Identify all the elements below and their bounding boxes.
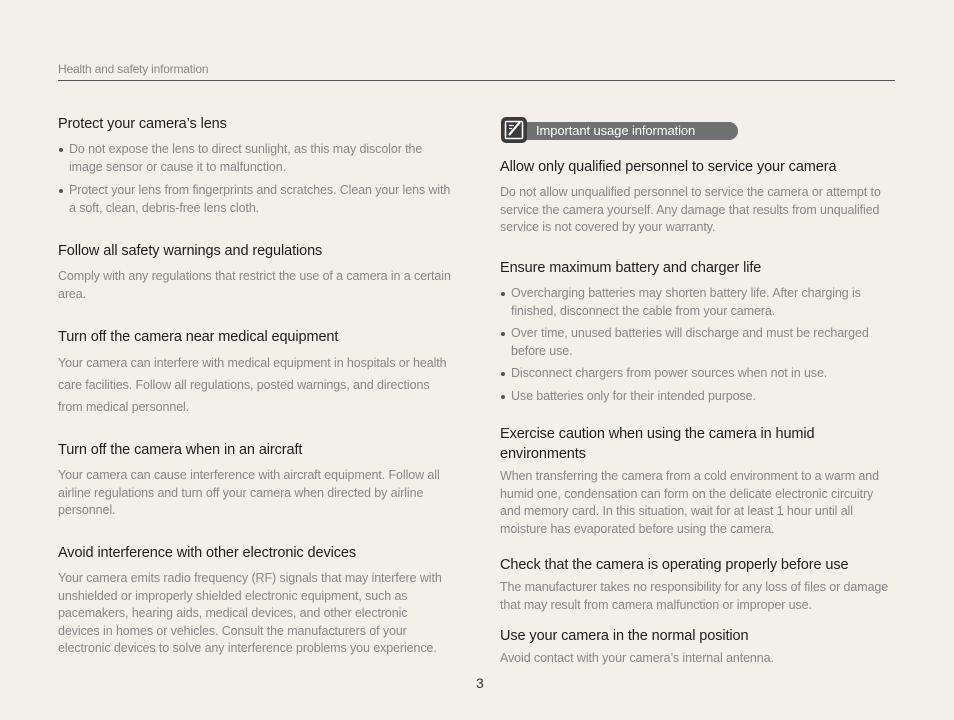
section-title: Check that the camera is operating properly before use <box>500 557 849 573</box>
section-safety-warnings <box>58 241 452 303</box>
list-item: Disconnect chargers from power sources when not in use. <box>500 365 896 383</box>
section-title: Use your camera in the normal position <box>500 628 749 644</box>
important-usage-badge <box>500 117 740 145</box>
section-title: Avoid interference with other electronic devices <box>58 545 356 561</box>
section-body: When transferring the camera from a cold environment to a warm and humid one, condensation can form on the delicate electronic circuitry and memory card. In this situation, wait for at least 1 hour until all moisture has evaporated before using the camera. <box>500 469 879 536</box>
section-body: Do not allow unqualified personnel to service the camera or attempt to service the camera yourself. Any damage that results from unqualified service is not covered by your warranty. <box>500 185 881 235</box>
section-title: Protect your camera’s lens <box>58 116 227 132</box>
section-title: Exercise caution when using the camera in humid environments <box>500 426 815 462</box>
section-normal-position <box>500 626 896 668</box>
section-humid-environments <box>500 424 896 538</box>
section-electronic-interference <box>58 543 452 658</box>
header-title: Health and safety information <box>58 62 209 76</box>
list-item: Protect your lens from fingerprints and scratches. Clean your lens with a soft, clean, debris-free lens cloth. <box>58 182 452 217</box>
section-body: The manufacturer takes no responsibility for any loss of files or damage that may result from camera malfunction or improper use. <box>500 580 889 612</box>
section-body: Avoid contact with your camera’s internal antenna. <box>500 651 774 665</box>
badge-label: Important usage information <box>536 123 696 138</box>
section-check-operation <box>500 555 896 614</box>
section-title: Turn off the camera near medical equipment <box>58 329 339 345</box>
section-medical-equipment <box>58 327 452 418</box>
note-pencil-icon <box>501 117 527 143</box>
section-body: Comply with any regulations that restrict the use of a camera in a certain area. <box>58 269 451 301</box>
section-title: Allow only qualified personnel to service your camera <box>500 159 837 175</box>
list-item: Do not expose the lens to direct sunlight, as this may discolor the image sensor or cause it to malfunction. <box>58 141 452 176</box>
section-protect-lens <box>58 114 452 223</box>
page-number: 3 <box>476 675 484 691</box>
bullet-list <box>58 141 452 217</box>
bullet-list <box>500 285 896 406</box>
section-title: Ensure maximum battery and charger life <box>500 260 762 276</box>
section-qualified-service <box>500 157 896 237</box>
section-body: Your camera can cause interference with aircraft equipment. Follow all airline regulations and turn off your camera when directed by airline personnel. <box>58 468 440 518</box>
list-item: Use batteries only for their intended purpose. <box>500 388 896 406</box>
section-aircraft <box>58 440 452 520</box>
section-battery-life <box>500 258 896 411</box>
page-header <box>58 62 895 81</box>
list-item: Overcharging batteries may shorten battery life. After charging is finished, disconnect the cable from your camera. <box>500 285 896 320</box>
section-body: Your camera can interfere with medical equipment in hospitals or health care facilities. Follow all regulations, posted warnings, and directions from medical personnel. <box>58 356 447 414</box>
section-body: Your camera emits radio frequency (RF) signals that may interfere with unshielded or improperly shielded electronic equipment, such as pacemakers, hearing aids, medical devices, and other electronic devices in homes or vehicles. Consult the manufacturers of your electronic devices to solve any interference problems you experience. <box>58 571 442 656</box>
section-title: Follow all safety warnings and regulations <box>58 243 323 259</box>
section-title: Turn off the camera when in an aircraft <box>58 442 303 458</box>
list-item: Over time, unused batteries will discharge and must be recharged before use. <box>500 325 896 360</box>
